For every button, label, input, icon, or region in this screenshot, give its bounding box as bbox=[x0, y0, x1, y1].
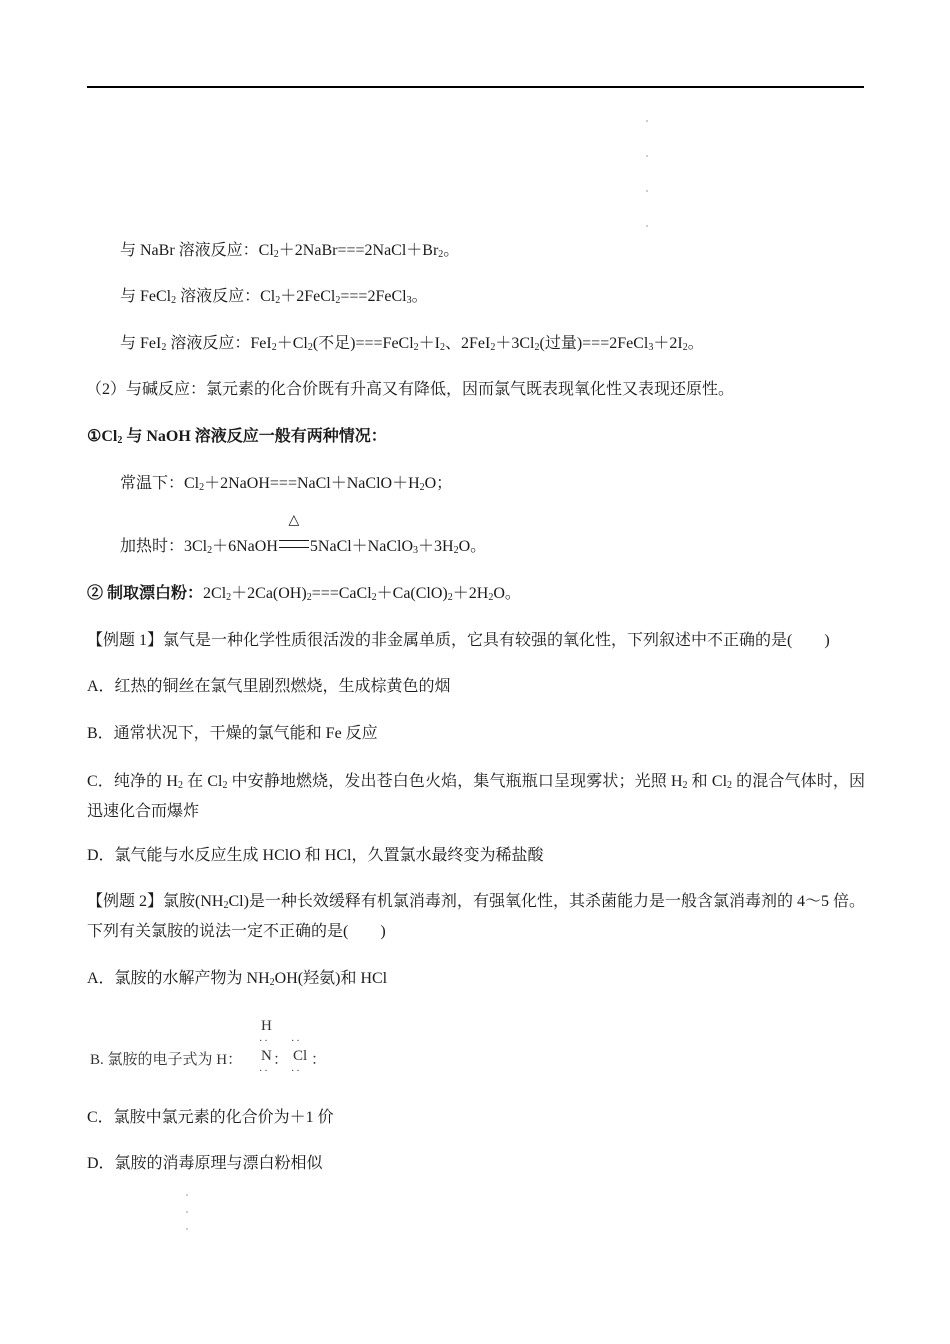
artifact-dot bbox=[646, 120, 648, 122]
artifact-dot bbox=[186, 1194, 188, 1196]
example1-option-d: D．氯气能与水反应生成 HClO 和 HCl，久置氯水最终变为稀盐酸 bbox=[87, 847, 544, 864]
example2-option-d: D．氯胺的消毒原理与漂白粉相似 bbox=[87, 1155, 323, 1172]
atom-n: N bbox=[261, 1048, 272, 1064]
electron-pair-dots: ·· bbox=[259, 1036, 270, 1047]
lone-pair-colon: ： bbox=[311, 1052, 327, 1068]
example2-stem: 【例题 2】氯胺$(NH_2Cl)$是一种长效缓释有机氯消毒剂，有强氧化性，其杀菌能力是一般含氯消毒剂的 4～5 倍。下列有关氯胺的说法一定不正确的是( ) bbox=[87, 893, 865, 940]
artifact-dot bbox=[186, 1211, 188, 1213]
artifact-dot bbox=[646, 155, 648, 157]
electron-pair-dots: ·· bbox=[291, 1066, 302, 1077]
example1-option-b: B．通常状况下，干燥的氯气能和 Fe 反应 bbox=[87, 725, 378, 742]
artifact-dot bbox=[646, 190, 648, 192]
electron-pair-dots: ·· bbox=[291, 1036, 302, 1047]
artifact-dot bbox=[646, 225, 648, 227]
artifact-dot bbox=[186, 1228, 188, 1230]
section-base-reaction: （2）与碱反应：氯元素的化合价既有升高又有降低，因而氯气既表现氧化性又表现还原性。 bbox=[86, 381, 735, 398]
example1-option-a: A．红热的铜丝在氯气里剧烈燃烧，生成棕黄色的烟 bbox=[87, 678, 451, 695]
reaction-fei2: 与 FeI$_2$ 溶液反应：$FeI_2+Cl_2$(不足)$===FeCl_2+I_2$、$2FeI_2+3Cl_2$(过量)$===2FeCl_3+2I_2$。 bbox=[120, 335, 704, 353]
subheading-naoh: $①Cl_2$ 与 NaOH 溶液反应一般有两种情况： bbox=[87, 428, 387, 446]
bond-colon: ： bbox=[273, 1052, 289, 1068]
example2-option-c: C．氯胺中氯元素的化合价为＋1 价 bbox=[87, 1109, 334, 1126]
atom-h-top: H bbox=[261, 1018, 272, 1034]
option-b-label: B. 氯胺的电子式为 H： bbox=[90, 1052, 243, 1068]
header-rule bbox=[87, 86, 864, 88]
reaction-fecl2: 与 FeCl$_2$ 溶液反应：$Cl_2+2FeCl_2===2FeCl_3$。 bbox=[120, 288, 428, 306]
reaction-heating: 加热时：$3Cl_2+6NaOH$ △ $5NaCl+NaClO_3+3H_2O$。 bbox=[120, 513, 487, 556]
example2-option-b-electron-formula bbox=[87, 1014, 347, 1084]
reaction-room-temp: 常温下：$Cl_2+2NaOH===NaCl+NaClO+H_2O$； bbox=[120, 475, 453, 493]
example2-option-a: A．氯胺的水解产物为 $NH_2OH$(羟氨)和 HCl bbox=[87, 970, 388, 988]
example1-option-c: C．纯净的 $H_2$ 在 $Cl_2$ 中安静地燃烧，发出苍白色火焰，集气瓶瓶口呈现雾状；光照 $H_2$ 和 $Cl_2$ 的混合气体时，因迅速化合而爆炸 bbox=[87, 773, 865, 820]
example1-stem: 【例题 1】氯气是一种化学性质很活泼的非金属单质，它具有较强的氧化性，下列叙述中不正确的是( ) bbox=[87, 632, 830, 649]
heat-condition-symbol: △ bbox=[278, 536, 310, 558]
reaction-nabr: 与 NaBr 溶液反应：$Cl_2+2NaBr===2NaCl+Br_2$。 bbox=[120, 242, 460, 260]
atom-cl: Cl bbox=[293, 1048, 308, 1064]
electron-pair-dots: ·· bbox=[259, 1066, 270, 1077]
reaction-bleaching-powder: ② 制取漂白粉：$2Cl_2+2Ca(OH)_2===CaCl_2+Ca(ClO)_2+2H_2O$。 bbox=[87, 585, 521, 603]
